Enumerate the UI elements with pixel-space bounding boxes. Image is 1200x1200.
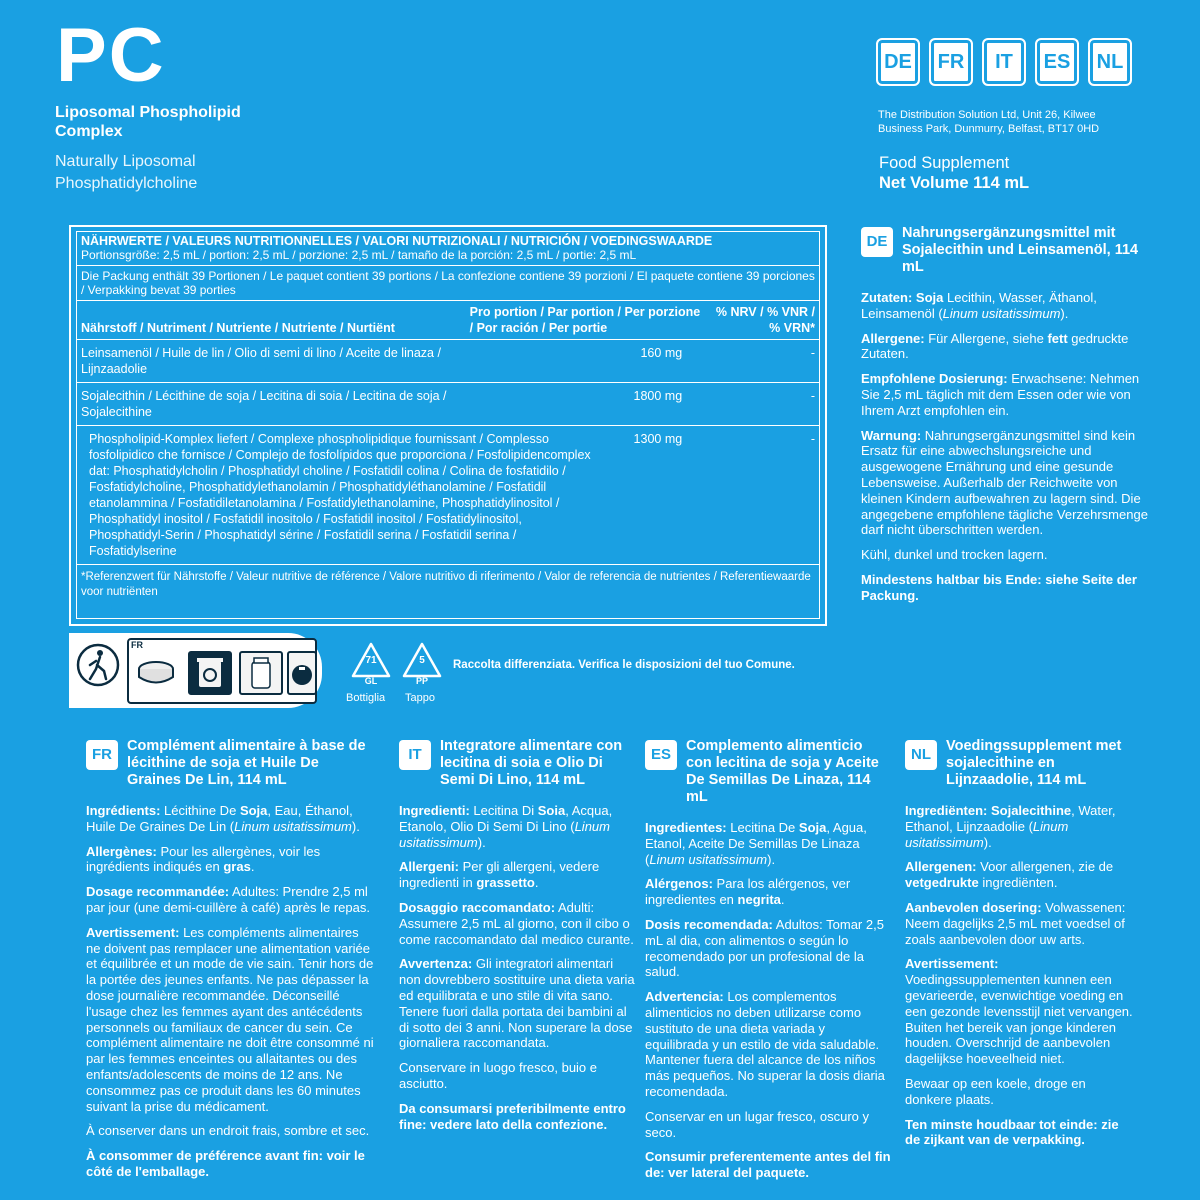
storage: À conserver dans un endroit frais, sombre et sec. — [86, 1123, 370, 1139]
allergens: Allergene: Für Allergene, siehe fett gedruckte Zutaten. — [861, 330, 1129, 362]
table-row: Phospholipid-Komplex liefert / Complexe phospholipidique fournissant / Complesso fosfolipidico che fornisce / Complejo de fosfolípidos que proporciona / Fosfolipidencomplex dat: Phosphatidylcholin / Phosphatidyl choline / Fosfatidil colina / Colina de fosfatidilo / Fosfatidylcholine, Phosphatidylethanolamin / Phosphatidyléthanolamine / Fosfatidil etanolammina / Fosfatidiletanolamina / Fosfatidylethanolamine, Phosphatidylinositol / Phosphatidyl inositol / Fosfatidil inositolo / Fosfatidil inositol / Fosfatidylinositol, Phosphatidyl-Serin / Phosphatidyl sérine / Fosfatidil serina / Fosfatidil serina / Fosfatidylserine 1300 mg - — [89, 432, 815, 558]
table-row: Leinsamenöl / Huile de lin / Olio di semi di lino / Aceite de linaza / Lijnzaadolie 160 mg - — [81, 346, 815, 376]
allergens: Allergènes: Pour les allergènes, voir les ingrédients indiqués en gras. — [86, 843, 321, 875]
table-row: Sojalecithin / Lécithine de soja / Lecitina di soia / Lecitina de soja / Sojalecithine 1800 mg - — [81, 389, 815, 419]
warning: Avvertenza: Gli integratori alimentari non dovrebbero sostituire una dieta varia ed equilibrata e uno stile di vita sano. Tenere fuori dalla portata dei bambini al di sotto dei 3 anni. Non superare la dose giornaliera raccomandata. — [399, 956, 635, 1051]
jar-icon — [239, 651, 283, 695]
section-title: Integratore alimentare con lecitina di soia e Olio Di Semi Di Lino, 114 mL — [440, 738, 623, 788]
pack-contains: Die Packung enthält 39 Portionen / Le paquet contient 39 portions / La confezione contiene 39 porzioni / El paquete contiene 39 porciones / Verpakking bevat 39 porties — [81, 269, 815, 297]
brand-title: PC — [56, 13, 166, 98]
lang-badge-fr: FR — [929, 38, 973, 86]
col-nutrient: Nährstoff / Nutriment / Nutriente / Nutriente / Nurtiënt — [81, 321, 395, 335]
lang-tag-de: DE — [861, 227, 893, 257]
bin-lid-icon — [287, 651, 317, 695]
dosage: Dosaggio raccomandato: Adulti: Assumere 2,5 mL al giorno, con il cibo o come raccomandato dal medico curante. — [399, 899, 634, 947]
dosage: Dosage recommandée: Adultes: Prendre 2,5 ml par jour (une demi-cuillère à café) après le repas. — [86, 884, 370, 915]
storage: Conservar en un lugar fresco, oscuro y seco. — [645, 1108, 869, 1140]
ingredients: Ingrédients: Lécithine De Soja, Eau, Éthanol, Huile De Graines De Lin (Linum usitatissimum). — [86, 803, 360, 834]
dosage: Dosis recomendada: Adultos: Tomar 2,5 mL al dia, con alimentos o según lo recomendado por un profesional de la salud. — [645, 916, 884, 980]
cap-recycle-code: 5 PP — [400, 640, 444, 684]
lang-badge-es: ES — [1035, 38, 1079, 86]
best-before: Mindestens haltbar bis Ende: siehe Seite der Packung. — [861, 571, 1137, 603]
storage: Bewaar op een koele, droge en donkere plaats. — [905, 1075, 1086, 1107]
storage: Kühl, dunkel und trocken lagern. — [861, 547, 1048, 563]
french-section — [86, 738, 376, 1189]
col-nrv: % NRV / % VNR / % VRN* — [715, 305, 815, 335]
dosage: Aanbevolen dosering: Volwassenen: Neem dagelijks 2,5 mL met voedsel of zoals aanbevolen door uw arts. — [905, 899, 1126, 947]
recycling-note: Raccolta differenziata. Verifica le disposizioni del tuo Comune. — [453, 659, 795, 671]
lang-badge-nl: NL — [1088, 38, 1132, 86]
italian-section — [399, 738, 635, 1141]
lang-tag-it: IT — [399, 740, 431, 770]
lang-badge-it: IT — [982, 38, 1026, 86]
lang-tag-nl: NL — [905, 740, 937, 770]
supplement-info: Food Supplement Net Volume 114 mL — [879, 154, 1030, 192]
product-description: Naturally Liposomal Phosphatidylcholine — [55, 153, 198, 192]
ingredients: Ingrediënten: Sojalecithine, Water, Ethanol, Lijnzaadolie (Linum usitatissimum). — [905, 803, 1116, 850]
best-before: Ten minste houdbaar tot einde: zie de zijkant van de verpakking. — [905, 1116, 1119, 1148]
spanish-section — [645, 738, 891, 1190]
warning: Warnung: Nahrungsergänzungsmittel sind kein Ersatz für eine abwechslungsreiche und ausgewogene Ernährung und eine gesunde Lebensweise. Außerhalb der Reichweite von kleinen Kindern aufbewahren zu lagern sind. Die angegebene empfohlene tägliche Verzehrsmenge darf nicht überschritten werden. — [861, 427, 1148, 538]
bottle-recycle-code: 71 GL — [349, 640, 393, 684]
cap-label: Tappo — [405, 692, 435, 704]
ingredients: Ingredienti: Lecitina Di Soia, Acqua, Etanolo, Olio Di Semi Di Lino (Linum usitatissimum). — [399, 803, 613, 850]
col-per-portion: Pro portion / Par portion / Per porzione / Por ración / Per portie — [469, 305, 701, 335]
section-title: Complément alimentaire à base de lécithine de soja et Huile De Graines De Lin, 114 mL — [127, 738, 366, 788]
portion-size: Portionsgröße: 2,5 mL / portion: 2,5 mL / porzione: 2,5 mL / tamaño de la porción: 2,5 mL / portie: 2,5 mL — [81, 248, 637, 262]
dosage: Empfohlene Dosierung: Erwachsene: Nehmen Sie 2,5 mL täglich mit dem Essen oder wie von Ihrem Arzt empfohlen ein. — [861, 371, 1140, 418]
fr-tag: FR — [131, 640, 143, 650]
best-before: Consumir preferentemente antes del fin de: ver lateral del paquete. — [645, 1149, 891, 1181]
warning: Advertencia: Los complementos alimenticios no deben utilizarse como sustituto de una dieta variada y equilibrada y un estilo de vida saludable. Mantener fuera del alcance de los niños más pequeños. No superar la dosis diaria recomendada. — [645, 989, 885, 1099]
section-title: Nahrungsergänzungsmittel mit Sojalecithin und Leinsamenöl, 114 mL — [902, 225, 1139, 275]
language-badges — [876, 38, 1132, 86]
storage: Conservare in luogo fresco, buio e asciutto. — [399, 1060, 598, 1091]
cap-icon — [136, 660, 176, 686]
distributor-address: The Distribution Solution Ltd, Unit 26, Kilwee Business Park, Dunmurry, Belfast, BT17 0HD — [878, 109, 1100, 135]
best-before: À consommer de préférence avant fin: voir le côté de l'emballage. — [86, 1148, 365, 1179]
lang-tag-fr: FR — [86, 740, 118, 770]
section-title: Voedingssupplement met sojalecithine en Lijnzaadolie, 114 mL — [946, 738, 1122, 788]
lang-tag-es: ES — [645, 740, 677, 770]
allergens: Alérgenos: Para los alérgenos, ver ingredientes en negrita. — [645, 876, 851, 908]
nutrition-heading: NÄHRWERTE / VALEURS NUTRITIONNELLES / VALORI NUTRIZIONALI / NUTRICIÓN / VOEDINGSWAARDE — [81, 234, 713, 248]
german-section — [861, 225, 1151, 613]
recycle-bin-icon — [188, 651, 232, 695]
lang-badge-de: DE — [876, 38, 920, 86]
warning: Avertissement: Les compléments alimentaires ne doivent pas remplacer une alimentation variée et équilibrée et un mode de vie sain. Tenir hors de la portée des jeunes enfants. Ne pas dépasser la dose journalière recommandée. Déconseillé l'usage chez les femmes ayant des antécédents personnels ou familiaux de cancer du sein. Ce complément alimentaire ne doit être consommé ni par les femmes enceintes ou allaitantes ou des enfants/adolescents de moins de 12 ans. Ne consommez pas ce produit dans les 60 minutes suivant la prise du médicament. — [86, 924, 374, 1114]
allergens: Allergeni: Per gli allergeni, vedere ingredienti in grassetto. — [399, 859, 600, 891]
best-before: Da consumarsi preferibilmente entro fine: vedere lato della confezione. — [399, 1100, 626, 1132]
ingredients: Ingredientes: Lecitina De Soja, Agua, Etanol, Aceite De Semillas De Linaza (Linum usitatissimum). — [645, 820, 867, 867]
nutrition-table — [69, 225, 827, 626]
warning: Avertissement: Voedingssupplementen kunnen een gevarieerde, evenwichtige voeding en een gezonde levensstijl niet vervangen. Buiten het bereik van jonge kinderen houden. Overschrijd de aanbevolen dagelijkse hoeveelheid niet. — [905, 956, 1133, 1067]
nutrition-header-row — [81, 304, 815, 339]
allergens: Allergenen: Voor allergenen, zie de vetgedrukte ingrediënten. — [905, 859, 1114, 891]
product-name: Liposomal Phospholipid Complex — [55, 104, 241, 140]
bottle-label: Bottiglia — [346, 692, 386, 704]
nrv-footnote: *Referenzwert für Nährstoffe / Valeur nutritive de référence / Valore nutritivo di riferimento / Valor de referencia de nutrientes / Referentiewaarde voor nutriënten — [81, 571, 811, 598]
recycling-person-icon — [76, 643, 120, 687]
dutch-section — [905, 738, 1135, 1157]
ingredients: Zutaten: Soja Lecithin, Wasser, Äthanol, Leinsamenöl (Linum usitatissimum). — [861, 290, 1097, 321]
section-title: Complemento alimenticio con lecitina de soja y Aceite De Semillas De Linaza, 114 mL — [686, 738, 879, 805]
